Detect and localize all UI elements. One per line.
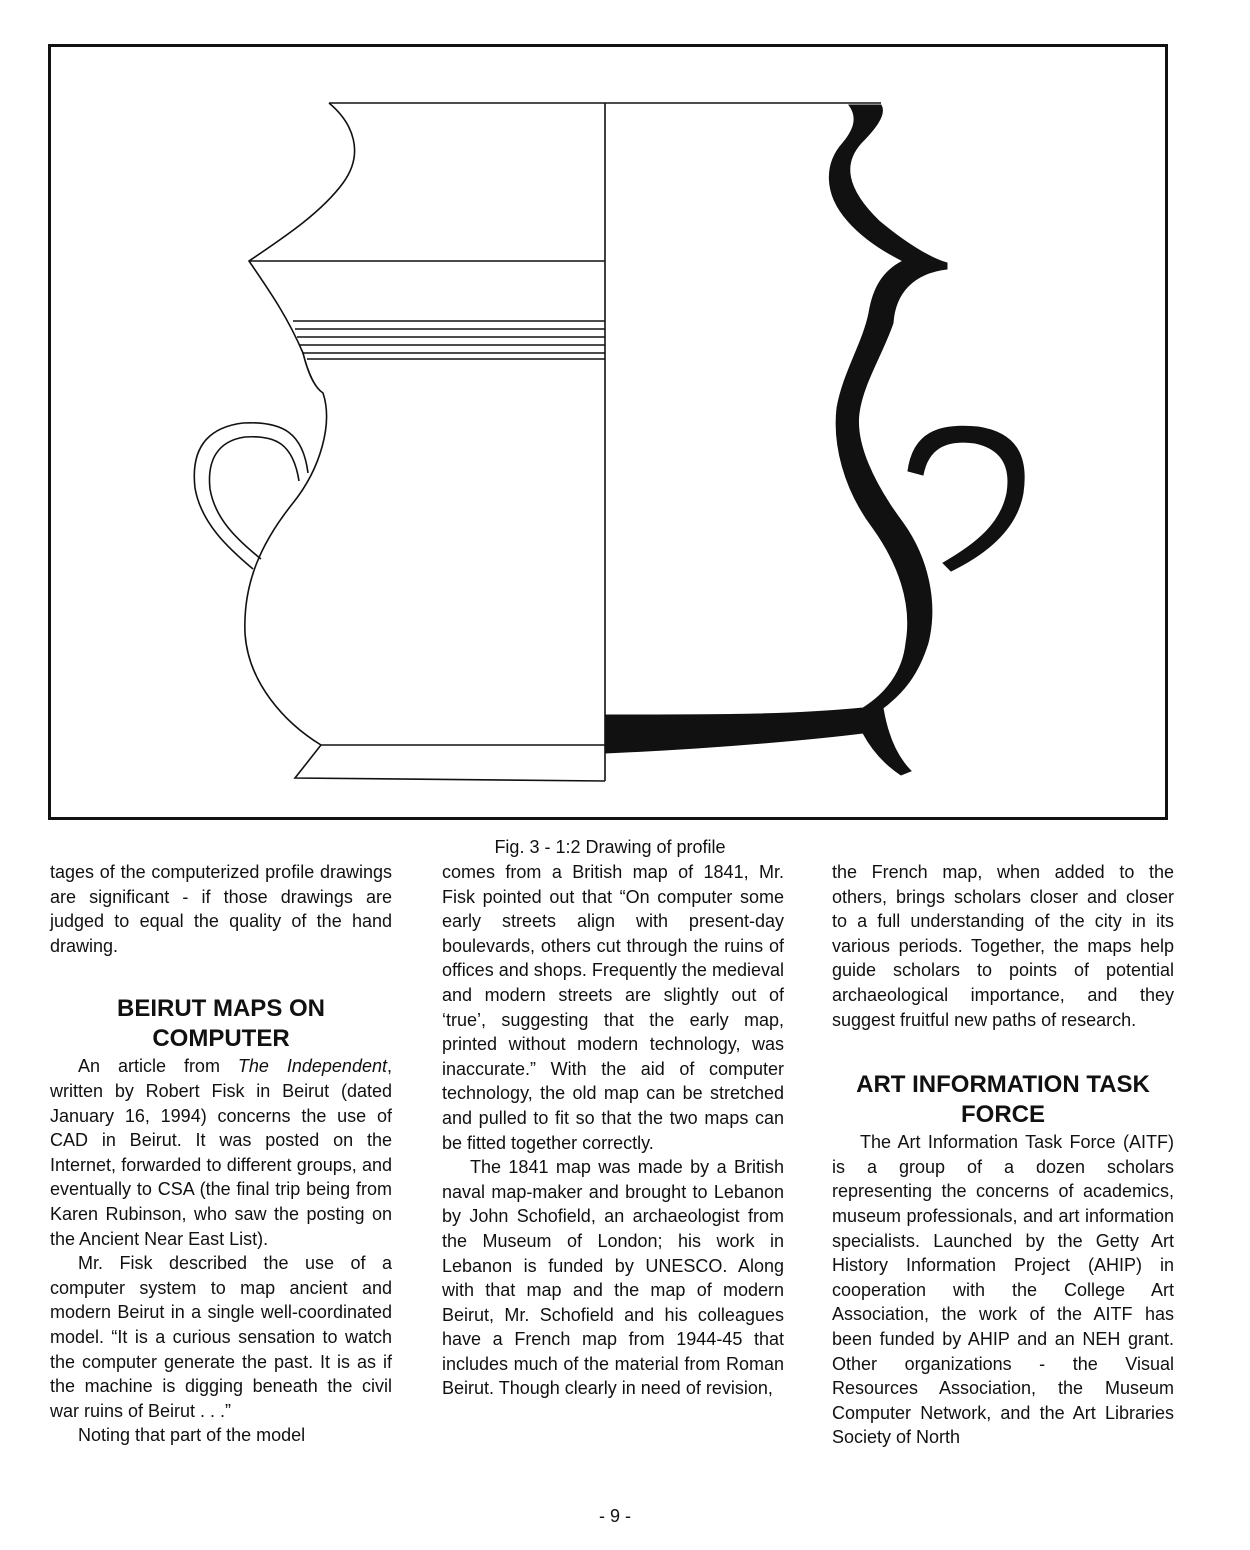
vessel-profile-drawing	[51, 47, 1165, 817]
text-run: , written by Robert Fisk in Beirut (dated January 16, 1994) concerns the use of CAD in Beirut. It was posted on the Internet, forwarded to different groups, and eventually to CSA (the final trip being from Karen Rubinson, who saw the posting on the Ancient Near East List).	[50, 1056, 392, 1249]
paragraph: Noting that part of the model	[78, 1425, 306, 1446]
paragraph: comes from a British map of 1841, Mr. Fisk pointed out that “On computer some early streets align with present-day boulevards, others cut through the ruins of offices and shops. Frequently the medieval and modern streets are slightly out of ‘true’, suggesting that the early map, printed without modern technology, was inaccurate.” With the aid of computer technology, the old map can be stretched and pulled to fit so that the two maps can be fitted together correctly.	[442, 862, 784, 1153]
paragraph: The Art Information Task Force (AITF) is a group of a dozen scholars representing the concerns of academics, museum professionals, and art information specialists. Launched by the Getty Art History Information Project (AHIP) in cooperation with the College Art Association, the work of the AITF has been funded by AHIP and an NEH grant. Other organizations - the Visual Resources Association, the Museum Computer Network, and the Art Libraries Society of North	[832, 1132, 1174, 1448]
section-heading-art-information: ART INFORMATION TASK FORCE	[856, 1071, 1150, 1129]
paragraph: the French map, when added to the others, brings scholars closer and closer to a full understanding of the city in its various periods. Together, the maps help guide scholars to points of potential archaeological importance, and they suggest fruitful new paths of research.	[832, 862, 1174, 1030]
section-heading-beirut-maps: BEIRUT MAPS ON COMPUTER	[116, 995, 325, 1053]
paragraph: tages of the computerized profile drawings are significant - if those drawings are judged to equal the quality of the hand drawing.	[50, 862, 392, 956]
column-2	[442, 860, 784, 1401]
right-handle	[908, 426, 1024, 571]
paragraph: Mr. Fisk described the use of a computer system to map ancient and modern Beirut in a single well-coordinated model. “It is a curious sensation to watch the computer generate the past. It is as if the machine is digging beneath the civil war ruins of Beirut . . .”	[50, 1253, 392, 1421]
figure-frame	[48, 44, 1168, 820]
column-1	[50, 860, 392, 1448]
figure-caption: Fig. 3 - 1:2 Drawing of profile	[494, 837, 726, 857]
column-3	[832, 860, 1174, 1450]
paragraph	[50, 1054, 392, 1251]
text-run: An article from	[78, 1056, 238, 1077]
paragraph: The 1841 map was made by a British naval map-maker and brought to Lebanon by John Schofield, an archaeologist from the Museum of London; his work in Lebanon is funded by UNESCO. Along with that map and the map of modern Beirut, Mr. Schofield and his colleagues have a French map from 1944-45 that includes much of the material from Roman Beirut. Though clearly in need of revision,	[442, 1157, 784, 1399]
left-profile	[245, 103, 605, 781]
page-number: - 9 -	[598, 1506, 631, 1526]
right-section-wall	[605, 105, 947, 775]
publication-title: The Independent	[237, 1056, 387, 1077]
